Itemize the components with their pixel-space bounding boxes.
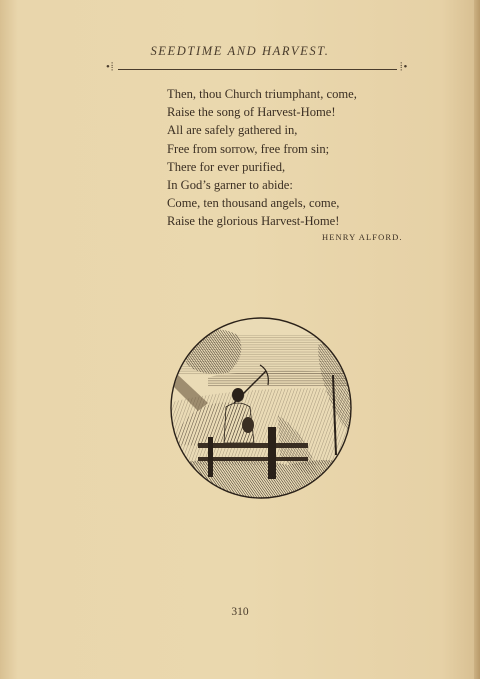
- header-rule: [118, 69, 397, 70]
- rule-right-ornament: ⦙•: [400, 61, 409, 73]
- poem-line: Then, thou Church triumphant, come,: [167, 87, 357, 101]
- poem-line: In God’s garner to abide:: [167, 178, 293, 193]
- poem-line: Free from sorrow, free from sin;: [167, 141, 330, 156]
- poem-line: All are safely gathered in,: [167, 123, 298, 138]
- harvest-vignette-illustration: [168, 315, 354, 501]
- running-title: SEEDTIME AND HARVEST.: [150, 44, 330, 58]
- poem-line: Come, ten thousand angels, come,: [167, 196, 340, 211]
- engraving-image: [168, 315, 354, 501]
- poem-line: Raise the song of Harvest-Home!: [167, 105, 336, 120]
- page-edge: [474, 0, 480, 679]
- poem-stanza: [167, 85, 407, 231]
- rule-left-ornament: •⦙: [106, 61, 115, 73]
- page-number: 310: [231, 606, 249, 618]
- poem-author: HENRY ALFORD.: [322, 232, 403, 242]
- poem-line: Raise the glorious Harvest-Home!: [167, 214, 340, 229]
- poem-line: There for ever purified,: [167, 159, 286, 174]
